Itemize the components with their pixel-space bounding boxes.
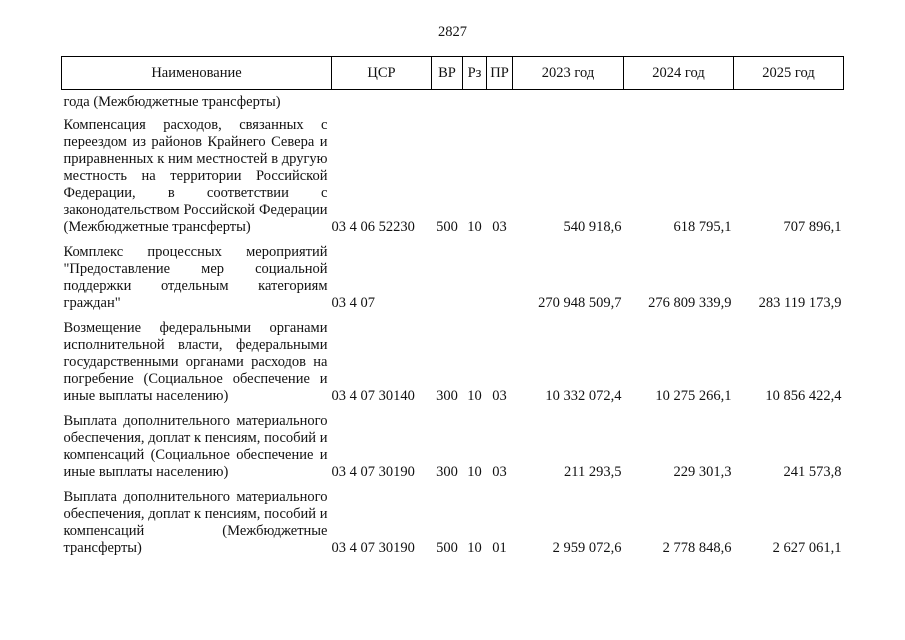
table-row [62, 117, 844, 244]
row-pr: 01 [492, 540, 507, 556]
row-name: Комплекс процессных мероприятий "Предоставление мер социальной поддержки отдельным категориям граждан" [63, 244, 328, 311]
row-2025: 241 573,8 [783, 464, 842, 480]
header-name: Наименование [62, 57, 332, 90]
row-csr [332, 90, 432, 118]
table-row [62, 90, 844, 118]
table-row [62, 413, 844, 489]
header-rz: Рз [463, 57, 487, 90]
row-2024 [624, 90, 734, 118]
header-2025: 2025 год [734, 57, 844, 90]
table-body [62, 90, 844, 566]
header-csr: ЦСР [332, 57, 432, 90]
row-rz: 10 [467, 540, 482, 556]
row-2025: 10 856 422,4 [765, 388, 842, 404]
row-name: Выплата дополнительного материального обеспечения, доплат к пенсиям, пособий и компенсаций (Социальное обеспечение и иные выплаты населению) [63, 413, 328, 480]
row-name: Компенсация расходов, связанных с переездом из районов Крайнего Севера и приравненных к ним местностей в другую местность на территории Российской Федерации, в соответствии с законодательством Российской Федерации (Межбюджетные трансферты) [63, 117, 328, 235]
table-row [62, 320, 844, 413]
table-header [62, 57, 844, 90]
page-number: 2827 [438, 24, 467, 40]
row-2025: 283 119 173,9 [758, 295, 842, 311]
row-name: Возмещение федеральными органами исполнительной власти, федеральными государственными органами расходов на погребение (Социальное обеспечение и иные выплаты населению) [63, 320, 328, 404]
table-row [62, 489, 844, 565]
row-2024: 2 778 848,6 [662, 540, 732, 556]
row-2025 [734, 90, 844, 118]
budget-table [61, 56, 844, 565]
row-rz [463, 90, 487, 118]
row-2023 [513, 90, 624, 118]
row-2023: 211 293,5 [564, 464, 622, 480]
row-rz: 10 [467, 219, 482, 235]
row-csr: 03 4 07 [331, 295, 375, 311]
row-2023: 10 332 072,4 [545, 388, 622, 404]
row-2023: 2 959 072,6 [552, 540, 622, 556]
row-vr: 300 [436, 388, 458, 404]
row-name: Выплата дополнительного материального обеспечения, доплат к пенсиям, пособий и компенсаций (Межбюджетные трансферты) [63, 489, 328, 556]
row-vr: 500 [436, 540, 458, 556]
row-2023: 270 948 509,7 [538, 295, 622, 311]
row-2024: 276 809 339,9 [648, 295, 732, 311]
row-pr [487, 244, 513, 320]
row-csr: 03 4 07 30190 [331, 464, 415, 480]
row-rz: 10 [467, 464, 482, 480]
row-csr: 03 4 07 30140 [331, 388, 415, 404]
row-2025: 707 896,1 [783, 219, 842, 235]
row-pr: 03 [492, 464, 507, 480]
header-vr: ВР [432, 57, 463, 90]
row-csr: 03 4 06 52230 [331, 219, 415, 235]
row-2025: 2 627 061,1 [772, 540, 842, 556]
row-vr: 300 [436, 464, 458, 480]
row-csr: 03 4 07 30190 [331, 540, 415, 556]
row-pr: 03 [492, 388, 507, 404]
table-row [62, 244, 844, 320]
row-pr [487, 90, 513, 118]
header-2024: 2024 год [624, 57, 734, 90]
row-2023: 540 918,6 [563, 219, 622, 235]
row-vr [432, 244, 463, 320]
row-2024: 10 275 266,1 [655, 388, 732, 404]
row-vr [432, 90, 463, 118]
row-2024: 229 301,3 [673, 464, 732, 480]
row-rz: 10 [467, 388, 482, 404]
row-rz [463, 244, 487, 320]
header-2023: 2023 год [513, 57, 624, 90]
row-2024: 618 795,1 [673, 219, 732, 235]
header-pr: ПР [487, 57, 513, 90]
row-vr: 500 [436, 219, 458, 235]
row-pr: 03 [492, 219, 507, 235]
row-name: года (Межбюджетные трансферты) [63, 94, 281, 110]
